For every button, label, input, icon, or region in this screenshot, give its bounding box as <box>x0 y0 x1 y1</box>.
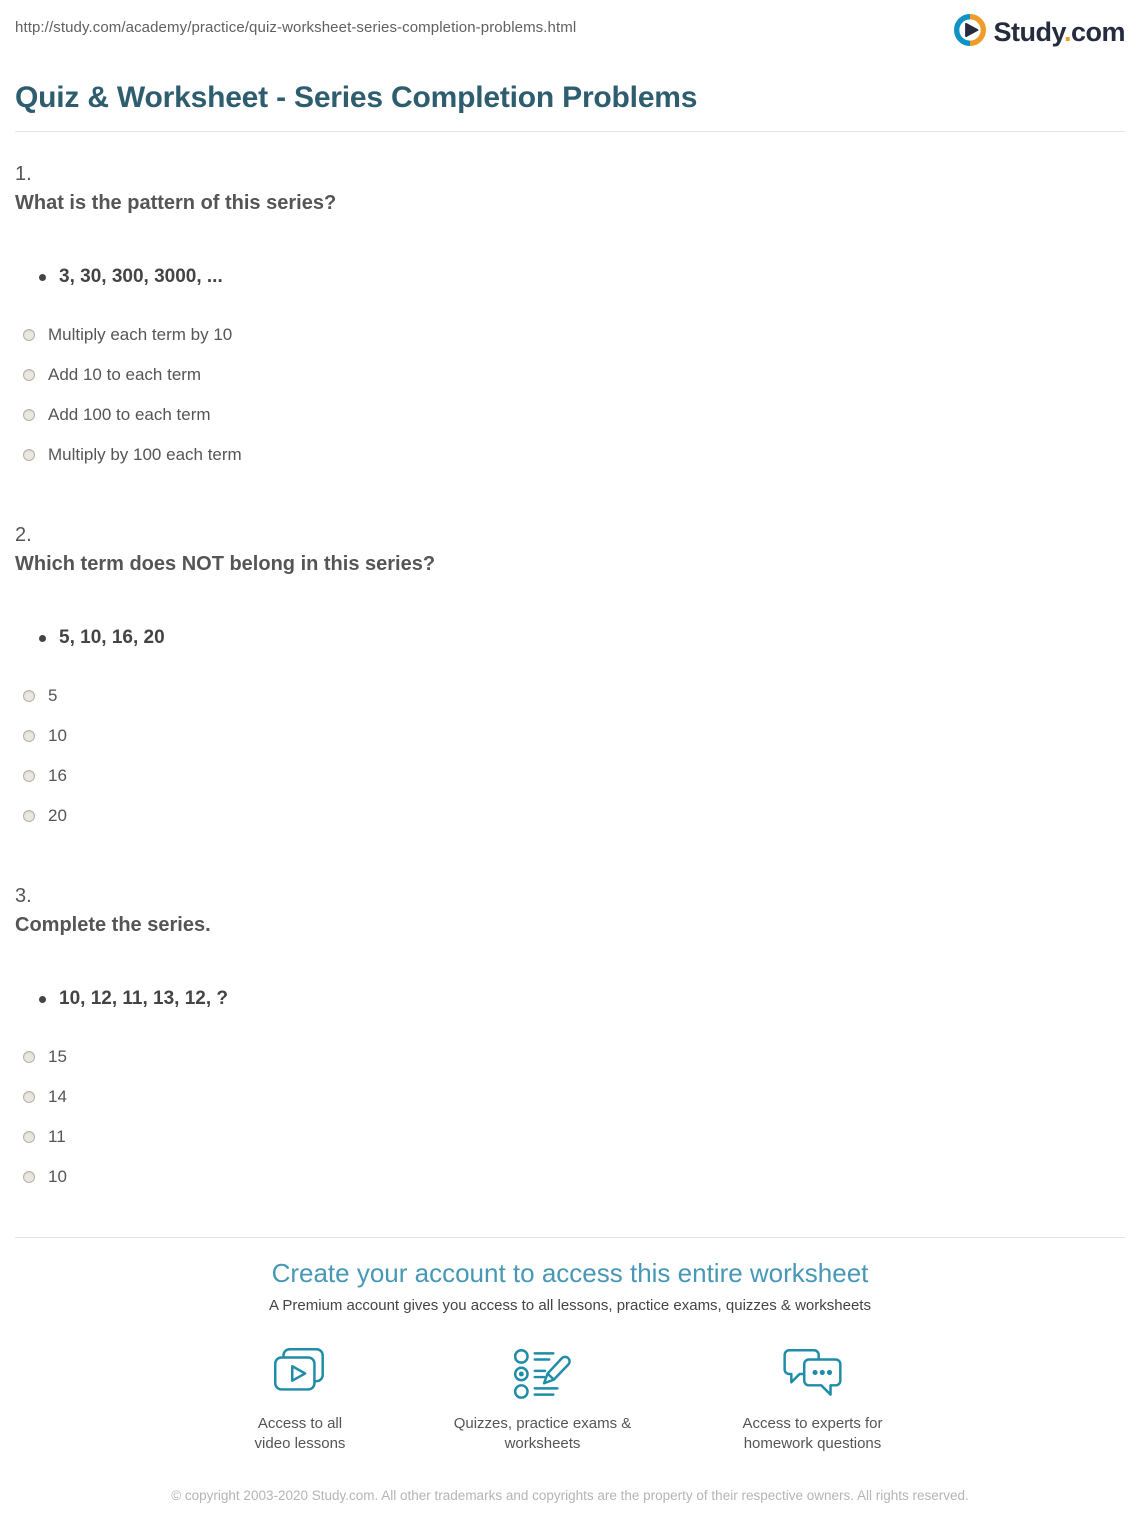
series-text: 3, 30, 300, 3000, ... <box>59 266 223 287</box>
series-text: 5, 10, 16, 20 <box>59 627 165 648</box>
feature-experts <box>730 1344 895 1454</box>
option-label[interactable]: Multiply each term by 10 <box>48 325 233 344</box>
answer-option[interactable] <box>15 1037 1125 1077</box>
page-url: http://study.com/academy/practice/quiz-worksheet-series-completion-problems.html <box>15 19 577 36</box>
radio-button[interactable] <box>23 409 35 421</box>
cta-divider <box>15 1237 1125 1238</box>
radio-button[interactable] <box>23 690 35 702</box>
radio-button[interactable] <box>23 369 35 381</box>
radio-button[interactable] <box>23 1171 35 1183</box>
header <box>15 14 1125 51</box>
answer-option[interactable] <box>15 435 1125 475</box>
question-1 <box>15 160 1125 475</box>
question-prompt: What is the pattern of this series? <box>15 192 337 214</box>
bullet-icon <box>39 274 46 281</box>
answer-option[interactable] <box>15 796 1125 836</box>
question-number: 1. <box>15 163 32 185</box>
cta-section <box>15 1258 1125 1506</box>
logo-dot: . <box>1063 17 1071 47</box>
cta-subtitle: A Premium account gives you access to all lessons, practice exams, quizzes & worksheets <box>269 1297 871 1314</box>
answer-option[interactable] <box>15 676 1125 716</box>
radio-button[interactable] <box>23 1091 35 1103</box>
option-label[interactable]: 11 <box>48 1127 66 1146</box>
radio-button[interactable] <box>23 730 35 742</box>
question-number: 3. <box>15 885 32 907</box>
option-label[interactable]: 5 <box>48 686 58 705</box>
series-item <box>39 988 1125 1010</box>
answer-option[interactable] <box>15 1157 1125 1197</box>
answer-option[interactable] <box>15 716 1125 756</box>
question-prompt: Complete the series. <box>15 914 211 936</box>
video-lessons-icon <box>267 1344 333 1406</box>
quiz-worksheet-icon <box>510 1344 576 1406</box>
question-number: 2. <box>15 524 32 546</box>
radio-button[interactable] <box>23 1131 35 1143</box>
radio-button[interactable] <box>23 770 35 782</box>
radio-button[interactable] <box>23 1051 35 1063</box>
feature-label: Access to all video lessons <box>254 1415 346 1452</box>
option-label[interactable]: 16 <box>48 766 67 785</box>
option-label[interactable]: 10 <box>48 1167 67 1186</box>
question-prompt: Which term does NOT belong in this series? <box>15 553 436 575</box>
option-label[interactable]: Add 100 to each term <box>48 405 211 424</box>
option-label[interactable]: 14 <box>48 1087 67 1106</box>
feature-quizzes <box>450 1344 635 1454</box>
radio-button[interactable] <box>23 810 35 822</box>
answer-options <box>15 1037 1125 1197</box>
answer-option[interactable] <box>15 1077 1125 1117</box>
answer-options <box>15 315 1125 475</box>
answer-option[interactable] <box>15 355 1125 395</box>
series-item <box>39 266 1125 288</box>
series-item <box>39 627 1125 649</box>
copyright-text: © copyright 2003-2020 Study.com. All other trademarks and copyrights are the property of their respective owners. All rights reserved. <box>171 1488 969 1503</box>
series-text: 10, 12, 11, 13, 12, ? <box>59 988 229 1009</box>
radio-button[interactable] <box>23 329 35 341</box>
bullet-icon <box>39 635 46 642</box>
question-2 <box>15 521 1125 836</box>
feature-label: Quizzes, practice exams & worksheets <box>453 1415 632 1452</box>
answer-option[interactable] <box>15 395 1125 435</box>
option-label[interactable]: Multiply by 100 each term <box>48 445 242 464</box>
option-label[interactable]: 10 <box>48 726 67 745</box>
study-logo[interactable] <box>954 14 1125 51</box>
feature-video-lessons <box>245 1344 355 1454</box>
study-logo-text: Study.com <box>993 17 1125 47</box>
page-title: Quiz & Worksheet - Series Completion Problems <box>15 81 698 114</box>
option-label[interactable]: 15 <box>48 1047 67 1066</box>
chat-experts-icon <box>780 1344 846 1406</box>
option-label[interactable]: Add 10 to each term <box>48 365 202 384</box>
feature-label: Access to experts for homework questions <box>742 1415 883 1452</box>
answer-options <box>15 676 1125 836</box>
create-account-link[interactable]: Create your account to access this entire worksheet <box>271 1258 869 1288</box>
question-3 <box>15 882 1125 1197</box>
radio-button[interactable] <box>23 449 35 461</box>
answer-option[interactable] <box>15 315 1125 355</box>
bullet-icon <box>39 996 46 1003</box>
answer-option[interactable] <box>15 756 1125 796</box>
title-divider <box>15 131 1125 132</box>
option-label[interactable]: 20 <box>48 806 67 825</box>
answer-option[interactable] <box>15 1117 1125 1157</box>
feature-row <box>15 1344 1125 1454</box>
study-logo-icon <box>954 14 986 51</box>
